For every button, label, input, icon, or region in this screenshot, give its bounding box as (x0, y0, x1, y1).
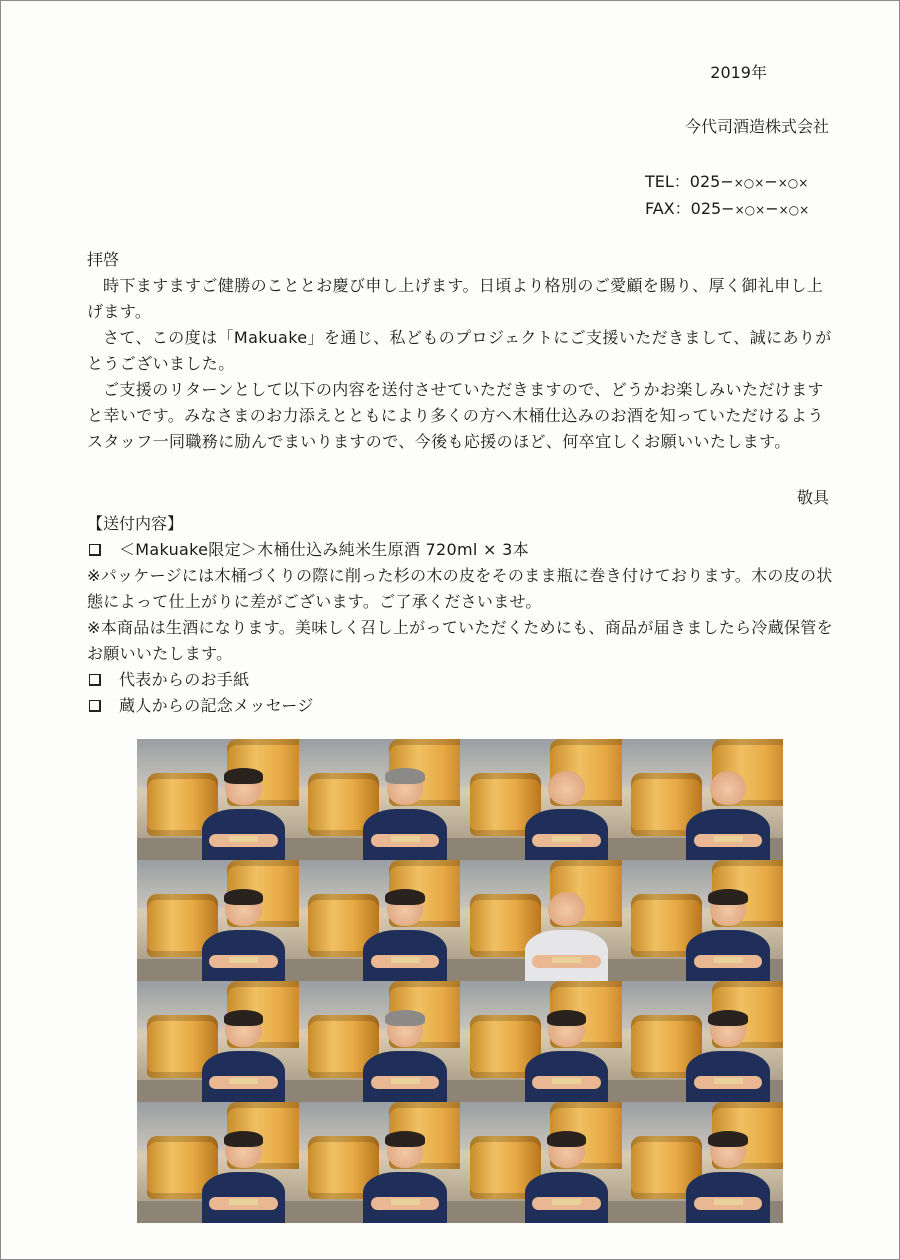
shipment-list (87, 537, 847, 719)
note-package: ※パッケージには木桶づくりの際に削った杉の木の皮をそのまま瓶に巻き付けております。木の皮の状態によって仕上がりに差がございます。ご了承くださいませ。 (87, 566, 833, 611)
list-item (87, 693, 847, 719)
letter-date: 2019年 (710, 63, 767, 82)
staff-member (521, 1129, 611, 1223)
staff-photo-collage (137, 739, 783, 1223)
staff-photo (460, 739, 622, 860)
paragraph-thanks: さて、この度は「Makuake」を通じ、私どものプロジェクトにご支援いただきまして、誠にありがとうございました。 (87, 328, 832, 373)
staff-photo (460, 860, 622, 981)
fax-mask-2: ×○× (778, 203, 810, 217)
tel-mask-2: ×○× (777, 176, 809, 190)
staff-photo (622, 1102, 784, 1223)
tel-line (645, 169, 809, 196)
staff-member (360, 766, 450, 860)
fax-mask-1: ×○× (734, 203, 766, 217)
checkbox-icon (89, 700, 101, 712)
staff-member (198, 1008, 288, 1102)
salutation: 拝啓 (87, 250, 120, 269)
fax-dash: − (765, 199, 779, 218)
tel-label: TEL：025− (645, 172, 734, 191)
staff-member (683, 766, 773, 860)
staff-photo (137, 1102, 299, 1223)
contact-block (645, 169, 809, 223)
staff-photo (622, 860, 784, 981)
staff-photo (137, 981, 299, 1102)
item-letter: 代表からのお手紙 (119, 670, 250, 689)
staff-photo (622, 981, 784, 1102)
staff-photo (460, 981, 622, 1102)
staff-member (198, 766, 288, 860)
shipment-title: 【送付内容】 (87, 514, 184, 533)
paragraph-greeting: 時下ますますご健勝のこととお慶び申し上げます。日頃より格別のご愛顧を賜り、厚く御礼申し上げます。 (87, 276, 824, 321)
staff-photo (299, 1102, 461, 1223)
staff-member (198, 887, 288, 981)
item-message: 蔵人からの記念メッセージ (119, 696, 314, 715)
staff-member (683, 1008, 773, 1102)
staff-member (521, 1008, 611, 1102)
staff-member (360, 887, 450, 981)
staff-photo (460, 1102, 622, 1223)
note-storage: ※本商品は生酒になります。美味しく召し上がっていただくためにも、商品が届きましたら冷蔵保管をお願いいたします。 (87, 618, 833, 663)
staff-member (198, 1129, 288, 1223)
staff-member (683, 1129, 773, 1223)
tel-dash: − (764, 172, 778, 191)
staff-member (683, 887, 773, 981)
staff-photo (622, 739, 784, 860)
staff-photo (137, 860, 299, 981)
staff-member (360, 1129, 450, 1223)
staff-member (360, 1008, 450, 1102)
paragraph-returns: ご支援のリターンとして以下の内容を送付させていただきますので、どうかお楽しみいただけますと幸いです。みなさまのお力添えとともにより多くの方へ木桶仕込みのお酒を知っていただけるようスタッフ一同職務に励んでまいりますので、今後も応援のほど、何卒宜しくお願いいたします。 (87, 380, 824, 451)
checkbox-icon (89, 544, 101, 556)
list-item (87, 537, 847, 563)
letter-body (87, 273, 837, 455)
staff-photo (137, 739, 299, 860)
staff-photo (299, 860, 461, 981)
list-item (87, 667, 847, 693)
checkbox-icon (89, 674, 101, 686)
closing: 敬具 (796, 488, 829, 507)
staff-photo (299, 981, 461, 1102)
staff-member (521, 766, 611, 860)
item-sake: ＜Makuake限定＞木桶仕込み純米生原酒 720ml × 3本 (119, 540, 529, 559)
fax-line (645, 196, 809, 223)
tel-mask-1: ×○× (733, 176, 765, 190)
staff-member (521, 887, 611, 981)
company-name: 今代司酒造株式会社 (684, 117, 829, 136)
fax-label: FAX：025− (645, 199, 735, 218)
staff-photo (299, 739, 461, 860)
